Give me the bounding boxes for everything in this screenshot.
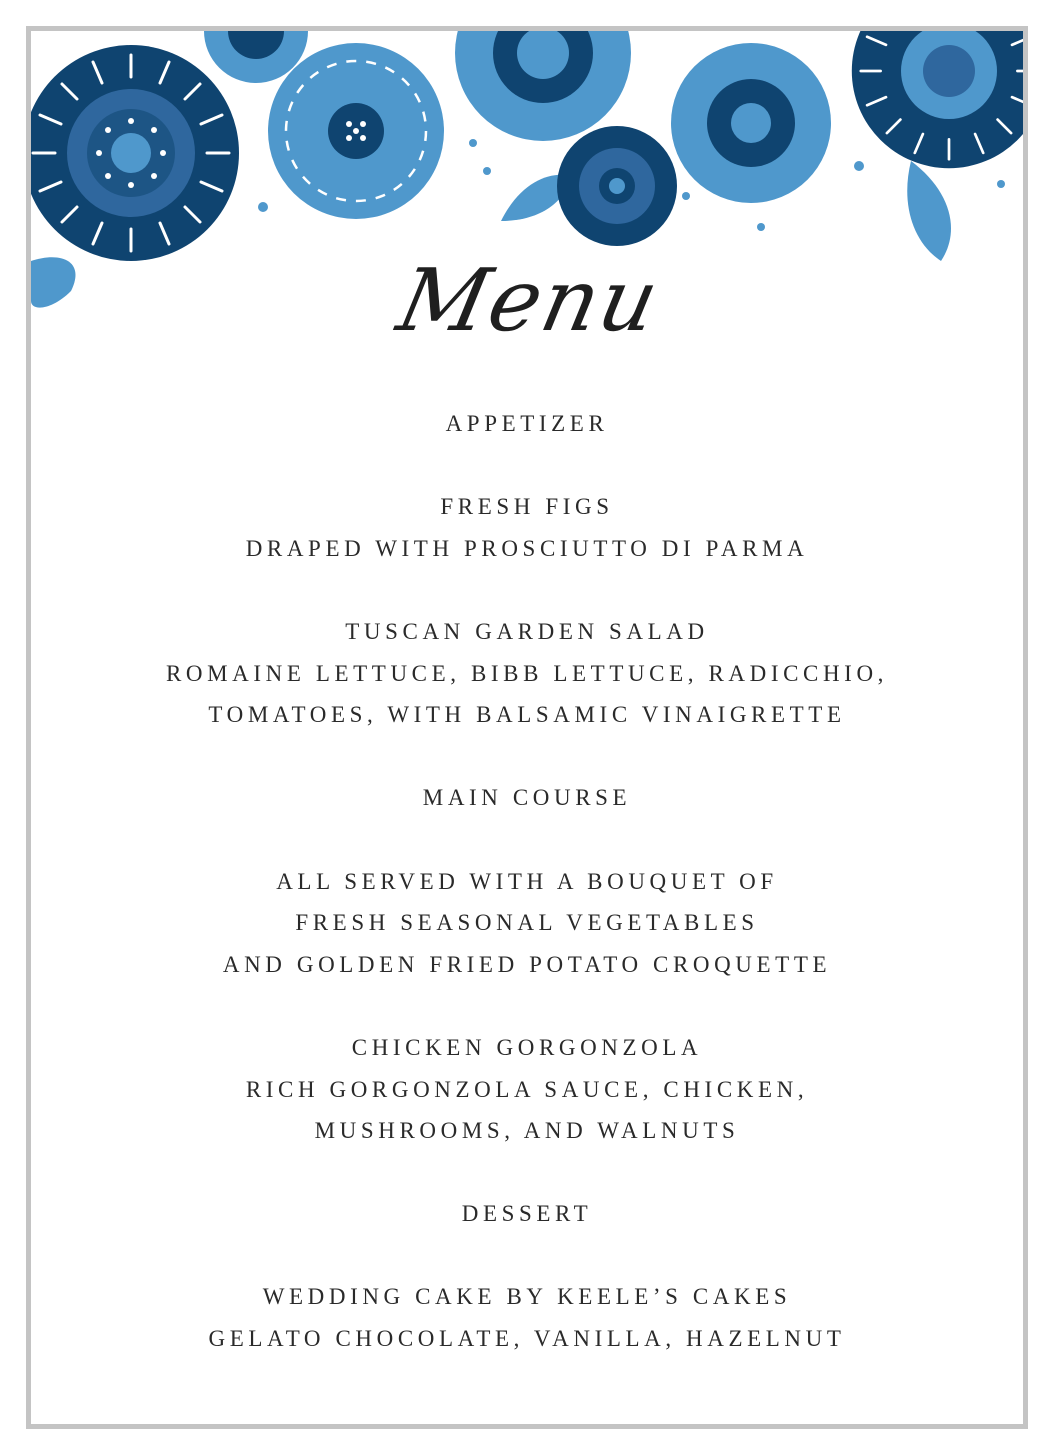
menu-item-line: MUSHROOMS, AND WALNUTS bbox=[314, 1118, 740, 1144]
menu-item-line: AND GOLDEN FRIED POTATO CROQUETTE bbox=[222, 951, 832, 977]
menu-item-line: TUSCAN GARDEN SALAD bbox=[345, 618, 709, 644]
section-heading-dessert: DESSERT bbox=[461, 1201, 593, 1227]
section-heading-main-course: MAIN COURSE bbox=[422, 785, 632, 811]
menu-item-line: ROMAINE LETTUCE, BIBB LETTUCE, RADICCHIO, bbox=[165, 660, 889, 686]
menu-item-line: CHICKEN GORGONZOLA bbox=[351, 1034, 703, 1060]
menu-item-line: TOMATOES, WITH BALSAMIC VINAIGRETTE bbox=[208, 702, 846, 728]
flower-icon bbox=[31, 45, 239, 261]
menu-item-line: FRESH SEASONAL VEGETABLES bbox=[295, 910, 759, 936]
flower-icon bbox=[852, 31, 1023, 168]
leaf-icon bbox=[907, 161, 951, 261]
flower-icon bbox=[268, 43, 444, 219]
flower-icon bbox=[671, 43, 831, 203]
menu-item-line: GELATO CHOCOLATE, VANILLA, HAZELNUT bbox=[208, 1326, 846, 1352]
menu-item-line: RICH GORGONZOLA SAUCE, CHICKEN, bbox=[245, 1076, 809, 1102]
menu-title: Menu bbox=[389, 251, 669, 351]
menu-card bbox=[26, 26, 1028, 1429]
menu-body bbox=[31, 403, 1023, 1360]
menu-item-line: ALL SERVED WITH A BOUQUET OF bbox=[276, 868, 778, 894]
menu-item-line: DRAPED WITH PROSCIUTTO DI PARMA bbox=[245, 535, 809, 561]
section-heading-appetizer: APPETIZER bbox=[445, 411, 609, 436]
menu-item-line: FRESH FIGS bbox=[440, 494, 614, 520]
flower-icon bbox=[455, 31, 631, 141]
menu-item-line: WEDDING CAKE BY KEELE’S CAKES bbox=[262, 1284, 792, 1310]
flower-icon bbox=[557, 126, 677, 246]
